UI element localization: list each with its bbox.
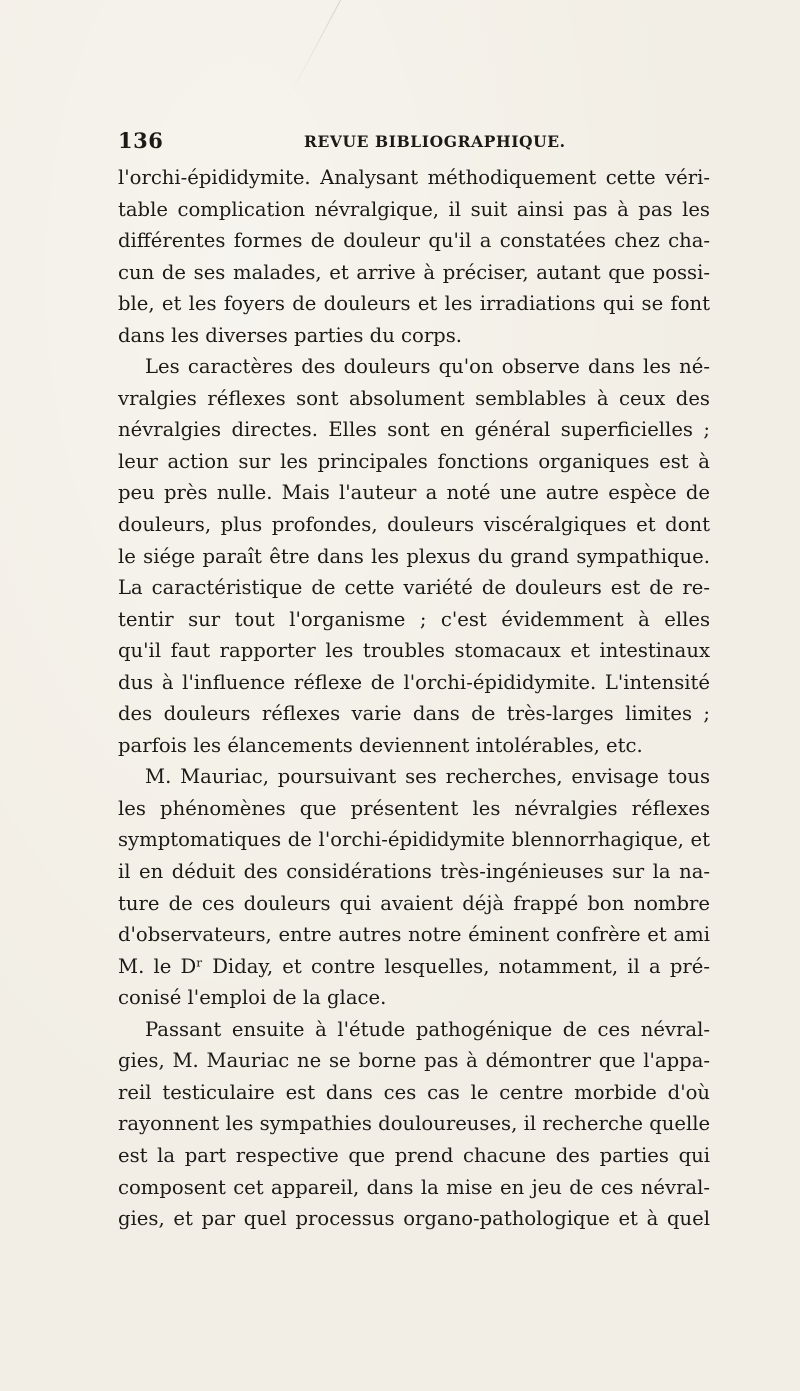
- text-line: La caractéristique de cette variété de douleurs est de re-: [118, 576, 710, 600]
- text-line: dus à l'influence réflexe de l'orchi-épididymite. L'intensité: [118, 670, 710, 694]
- text-line: ble, et les foyers de douleurs et les irradiations qui se font: [118, 292, 710, 316]
- text-line: cun de ses malades, et arrive à préciser, autant que possi-: [118, 260, 710, 284]
- text-line: l'orchi-épididymite. Analysant méthodiquement cette véri-: [118, 166, 710, 189]
- text-line: M. Mauriac, poursuivant ses recherches, envisage tous: [145, 765, 710, 789]
- text-line: le siége paraît être dans les plexus du grand sympathique.: [118, 544, 710, 568]
- text-line: tentir sur tout l'organisme ; c'est évidemment à elles: [118, 607, 710, 631]
- text-line: peu près nulle. Mais l'auteur a noté une autre espèce de: [118, 481, 710, 505]
- text-line: Les caractères des douleurs qu'on observe dans les né-: [145, 355, 710, 379]
- text-line: névralgies directes. Elles sont en général superficielles ;: [118, 418, 710, 442]
- text-line: parfois les élancements deviennent intolérables, etc.: [118, 733, 643, 757]
- text-line: dans les diverses parties du corps.: [118, 323, 463, 347]
- text-line: ture de ces douleurs qui avaient déjà frappé bon nombre: [118, 891, 710, 915]
- running-head: REVUE BIBLIOGRAPHIQUE.: [304, 132, 566, 151]
- text-line: les phénomènes que présentent les névralgies réflexes: [118, 796, 710, 820]
- body-text: [118, 162, 710, 1235]
- text-line: leur action sur les principales fonctions organiques est à: [118, 449, 710, 473]
- text-line: M. le Dʳ Diday, et contre lesquelles, notamment, il a pré-: [118, 954, 710, 978]
- text-line: d'observateurs, entre autres notre éminent confrère et ami: [118, 923, 710, 947]
- text-line: composent cet appareil, dans la mise en jeu de ces névral-: [118, 1175, 710, 1199]
- text-line: symptomatiques de l'orchi-épididymite blennorrhagique, et: [118, 828, 710, 852]
- text-line: qu'il faut rapporter les troubles stomacaux et intestinaux: [118, 639, 710, 663]
- text-line: conisé l'emploi de la glace.: [118, 986, 387, 1010]
- text-line: douleurs, plus profondes, douleurs viscéralgiques et dont: [118, 513, 710, 537]
- text-line: gies, et par quel processus organo-pathologique et à quel: [118, 1207, 710, 1231]
- page-header: [118, 128, 710, 154]
- text-line: il en déduit des considérations très-ingénieuses sur la na-: [118, 860, 710, 884]
- paper-crease: [288, 0, 341, 98]
- text-line: rayonnent les sympathies douloureuses, il recherche quelle: [118, 1112, 710, 1136]
- text-line: est la part respective que prend chacune des parties qui: [118, 1143, 710, 1167]
- text-line: Passant ensuite à l'étude pathogénique de ces névral-: [145, 1017, 710, 1041]
- text-line: des douleurs réflexes varie dans de très-larges limites ;: [118, 702, 710, 726]
- text-line: table complication névralgique, il suit ainsi pas à pas les: [118, 197, 710, 221]
- text-line: reil testiculaire est dans ces cas le centre morbide d'où: [118, 1080, 710, 1104]
- text-line: vralgies réflexes sont absolument semblables à ceux des: [118, 386, 710, 410]
- text-line: différentes formes de douleur qu'il a constatées chez cha-: [118, 229, 710, 253]
- page-number: 136: [118, 128, 164, 153]
- text-line: gies, M. Mauriac ne se borne pas à démontrer que l'appa-: [118, 1049, 710, 1073]
